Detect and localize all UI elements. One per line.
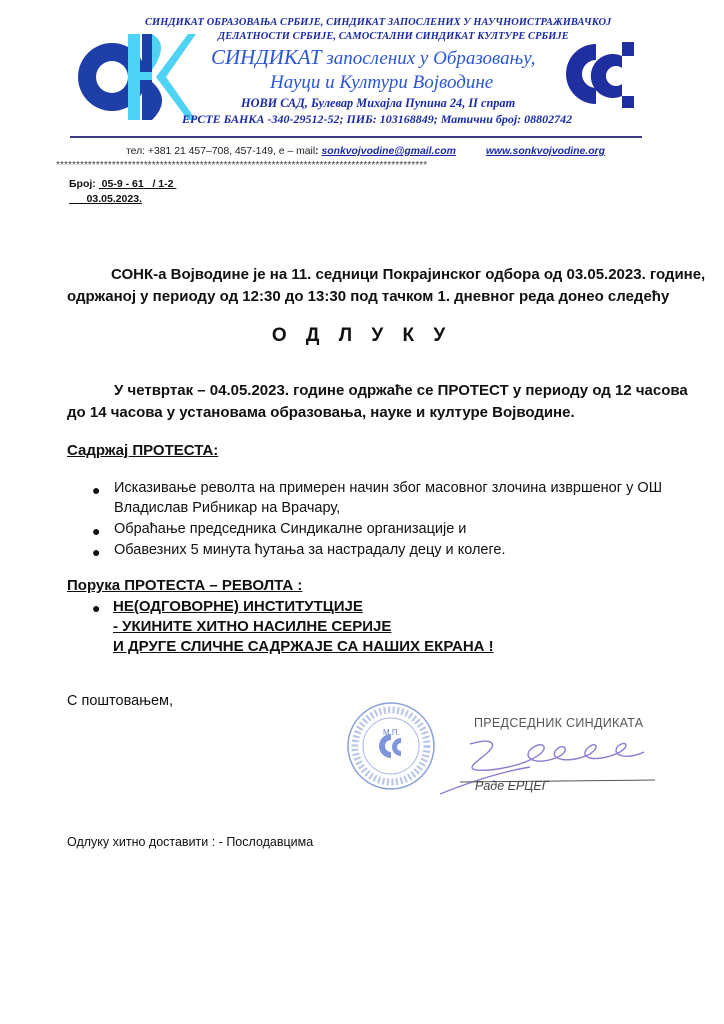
signature-title: ПРЕДСЕДНИК СИНДИКАТА [474,716,644,730]
ref-part: / [152,178,156,190]
ref-part: 05-9 [101,178,123,190]
content-heading: Садржај ПРОТЕСТА: [67,442,219,459]
intro-line2: одржаној у периоду од 12:30 до 13:30 под тачком 1. дневног реда донео следећу [67,288,670,305]
org-name-rest: запослених у Образовању, [321,48,536,69]
reference-date-row [69,193,142,205]
reference-date: 03.05.2023. [86,193,142,205]
content-item-2: Обраћање председника Синдикалне организације и [114,521,467,537]
cc-logo [562,40,636,108]
official-stamp [345,700,437,792]
signatory-name: Раде ЕРЦЕГ [475,779,549,793]
bullet-icon: ● [92,523,101,539]
stamp-label: М.П. [383,728,400,737]
address: НОВИ САД, Булевар Михајла Пупина 24, II спрат [241,96,516,110]
contact-line [126,146,605,157]
ref-part: 61 [132,178,144,190]
message-line-3: И ДРУГЕ СЛИЧНЕ САДРЖАЈЕ СА НАШИХ ЕКРАНА ! [113,638,494,655]
message-heading: Порука ПРОТЕСТА – РЕВОЛТА : [67,577,303,594]
email-link[interactable]: sonkvojvodine@gmail.com [321,146,456,157]
bullet-icon: ● [92,544,101,560]
org-name [211,45,535,70]
phone-label: тел: +381 21 457–708, 457-149, е – mail [126,146,316,157]
letterhead-line1: СИНДИКАТ ОБРАЗОВАЊА СРБИЈЕ, СИНДИКАТ ЗАПОСЛЕНИХ У НАУЧНОИСТРАЖИВАЧКОЈ [145,17,612,28]
ref-part: 1-2 [158,178,174,190]
bullet-icon: ● [92,600,101,616]
sonk-logo [78,32,196,122]
delivery-note: Одлуку хитно доставити : - Послодавцима [67,835,314,849]
content-item-1-line2: Владислав Рибникар на Врачару, [114,500,341,516]
reference-label: Број: [69,178,96,190]
header-divider [70,136,642,138]
letterhead-line2: ДЕЛАТНОСТИ СРБИЈЕ, САМОСТАЛНИ СИНДИКАТ КУЛТУРЕ СРБИЈЕ [218,31,569,42]
org-name-line2: Науци и Култури Војводине [270,72,494,93]
bullet-icon: ● [92,482,101,498]
decision-line2: до 14 часова у установама образовања, науке и културе Војводине. [67,404,575,421]
message-line-1: НЕ(ОДГОВОРНЕ) ИНСТИТУТЦИЈЕ [113,598,363,615]
closing: С поштовањем, [67,693,174,709]
intro-line1: СОНК-а Војводине је на 11. седници Покрајинског одбора од 03.05.2023. године, [111,266,706,283]
website-link[interactable]: www.sonkvojvodine.org [485,146,605,157]
content-item-1-line1: Исказивање револта на примерен начин због масовног злочина извршеног у ОШ [114,480,662,496]
reference-number [69,178,176,190]
content-item-3: Обавезних 5 минута ћутања за настрадалу децу и колеге. [114,542,506,558]
stars-divider: ********************************************************************************************* [56,160,428,171]
colon: : [315,146,319,157]
bank-info: ЕРСТЕ БАНКА -340-29512-52; ПИБ: 103168849; Матични број: 08802742 [182,112,573,126]
message-line-2: - УКИНИТЕ ХИТНО НАСИЛНЕ СЕРИЈЕ [113,618,392,635]
decision-title: О Д Л У К У [271,325,453,346]
decision-line1: У четвртак – 04.05.2023. године одржаће се ПРОТЕСТ у периоду од 12 часова [114,382,688,399]
ref-part: - [125,178,130,190]
org-name-caps: СИНДИКАТ [211,45,322,69]
